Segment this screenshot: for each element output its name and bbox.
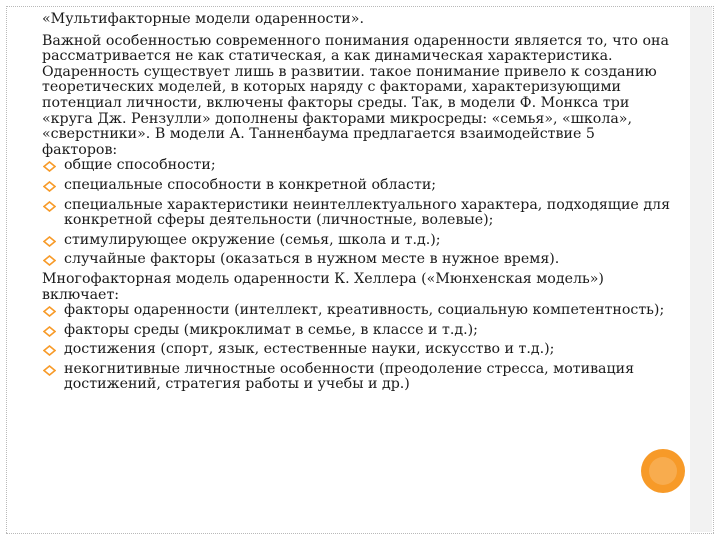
list-item-text: стимулирующее окружение (семья, школа и т.д.); (64, 231, 441, 248)
list-item (42, 323, 672, 339)
bullet-icon (43, 201, 56, 212)
list-item-text: специальные характеристики неинтеллектуального характера, подходящие для конкретной сферы деятельности (личностные, волевые); (64, 196, 671, 229)
list-item (42, 198, 672, 229)
bullet-icon (43, 306, 56, 317)
heller-intro-paragraph: Многофакторная модель одаренности К. Хеллера («Мюнхенская модель») включает: (42, 270, 604, 303)
list-item-text: некогнитивные личностные особенности (преодоление стресса, мотивация достижений, стратегия работы и учебы и др.) (64, 360, 635, 393)
bullet-icon (43, 236, 56, 247)
list-item-text: специальные способности в конкретной области; (64, 176, 437, 193)
slide-title: «Мультифакторные модели одаренности». (42, 11, 364, 27)
tannenbaum-factors-list (42, 158, 672, 268)
frame-border-top (6, 6, 714, 7)
frame-border-right (713, 6, 714, 533)
bullet-icon (43, 255, 56, 266)
orange-decorative-circle (641, 449, 685, 493)
bullet-icon (43, 345, 56, 356)
list-item (42, 362, 672, 393)
bullet-icon (43, 181, 56, 192)
list-item-text: факторы среды (микроклимат в семье, в классе и т.д.); (64, 321, 478, 338)
frame-border-bottom (6, 533, 714, 534)
list-item (42, 252, 672, 268)
slide-content (42, 12, 672, 397)
list-item-text: достижения (спорт, язык, естественные науки, искусство и т.д.); (64, 341, 555, 358)
list-item (42, 158, 672, 174)
list-item (42, 342, 672, 358)
heller-factors-list (42, 303, 672, 393)
bullet-icon (43, 161, 56, 172)
list-item (42, 303, 672, 319)
list-item-text: общие способности; (64, 157, 216, 174)
frame-border-left (6, 6, 7, 533)
list-item-text: случайные факторы (оказаться в нужном месте в нужное время). (64, 251, 560, 268)
intro-paragraph: Важной особенностью современного понимания одаренности является то, что она рассматривается не как статическая, а как динамическая характеристика. Одаренность существует лишь в развитии. такое понимание привело к созданию теоретических моделей, в которых наряду с факторами, характеризующими потенциал личности, включены факторы среды. Так, в модели Ф. Монкса три «круга Дж. Рензулли» дополнены факторами микросреды: «семья», «школа», «сверстники». В модели А. Танненбаума предлагается взаимодействие 5 факторов: (42, 32, 669, 158)
bullet-icon (43, 365, 56, 376)
list-item (42, 233, 672, 249)
right-side-band (690, 7, 712, 532)
bullet-icon (43, 326, 56, 337)
list-item-text: факторы одаренности (интеллект, креативность, социальную компетентность); (64, 302, 665, 319)
list-item (42, 178, 672, 194)
